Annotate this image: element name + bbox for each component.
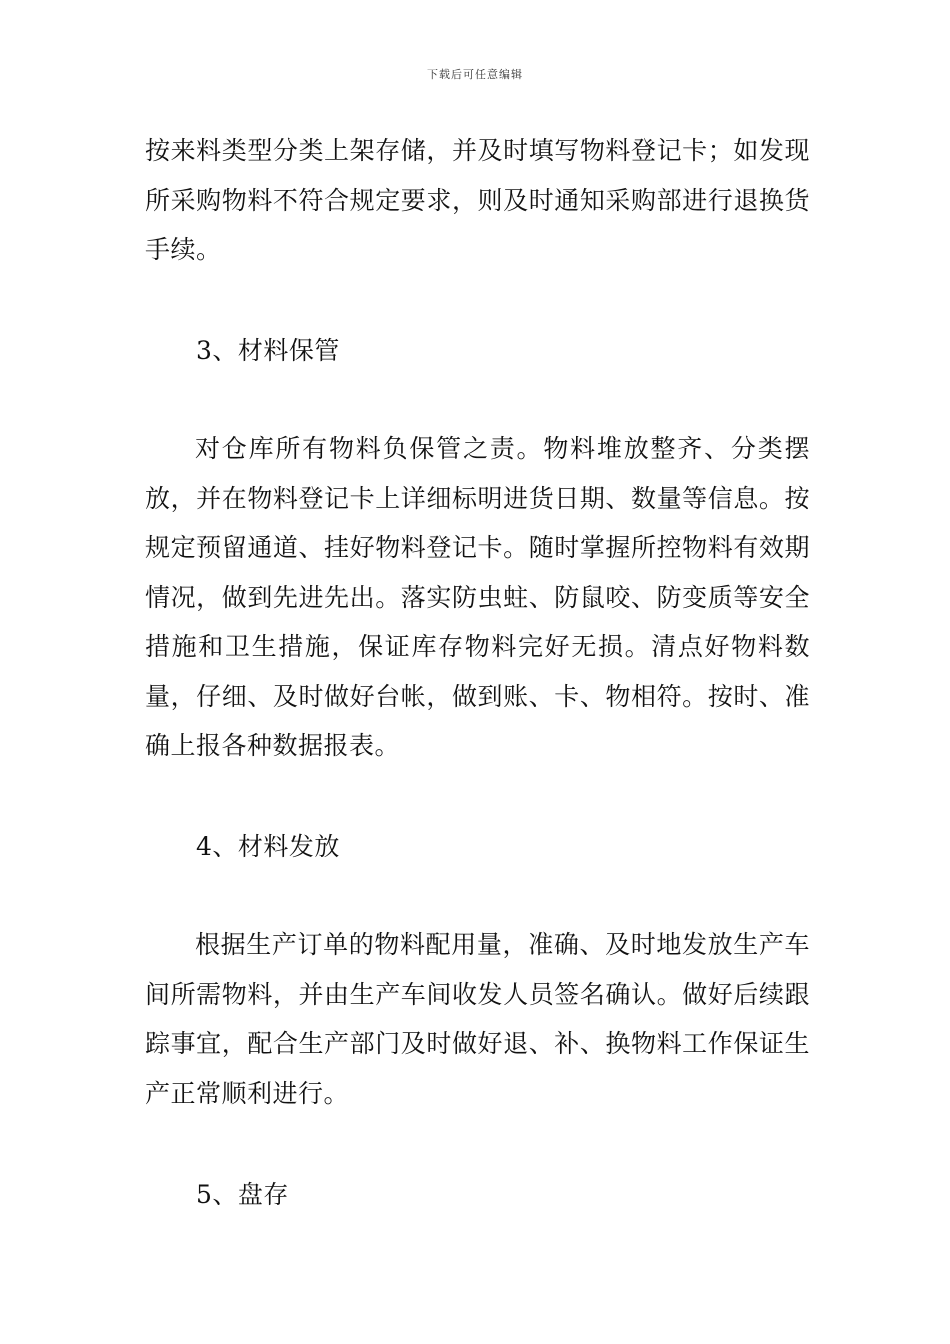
page-header-note: 下载后可任意编辑 [427,68,523,81]
section-3-paragraph: 对仓库所有物料负保管之责。物料堆放整齐、分类摆放，并在物料登记卡上详细标明进货日期、数量等信息。按规定预留通道、挂好物料登记卡。随时掌握所控物料有效期情况，做到先进先出。落实防虫蛀、防鼠咬、防变质等安全措施和卫生措施，保证库存物料完好无损。清点好物料数量，仔细、及时做好台帐，做到账、卡、物相符。按时、准确上报各种数据报表。 [145,434,810,760]
section-4-heading: 4、材料发放 [196,832,340,861]
intro-paragraph: 按来料类型分类上架存储，并及时填写物料登记卡；如发现所采购物料不符合规定要求，则及时通知采购部进行退换货手续。 [145,136,810,264]
section-3-heading: 3、材料保管 [196,336,340,365]
section-4-paragraph: 根据生产订单的物料配用量，准确、及时地发放生产车间所需物料，并由生产车间收发人员签名确认。做好后续跟踪事宜，配合生产部门及时做好退、补、换物料工作保证生产正常顺利进行。 [145,930,810,1108]
section-5-heading: 5、盘存 [196,1180,289,1209]
